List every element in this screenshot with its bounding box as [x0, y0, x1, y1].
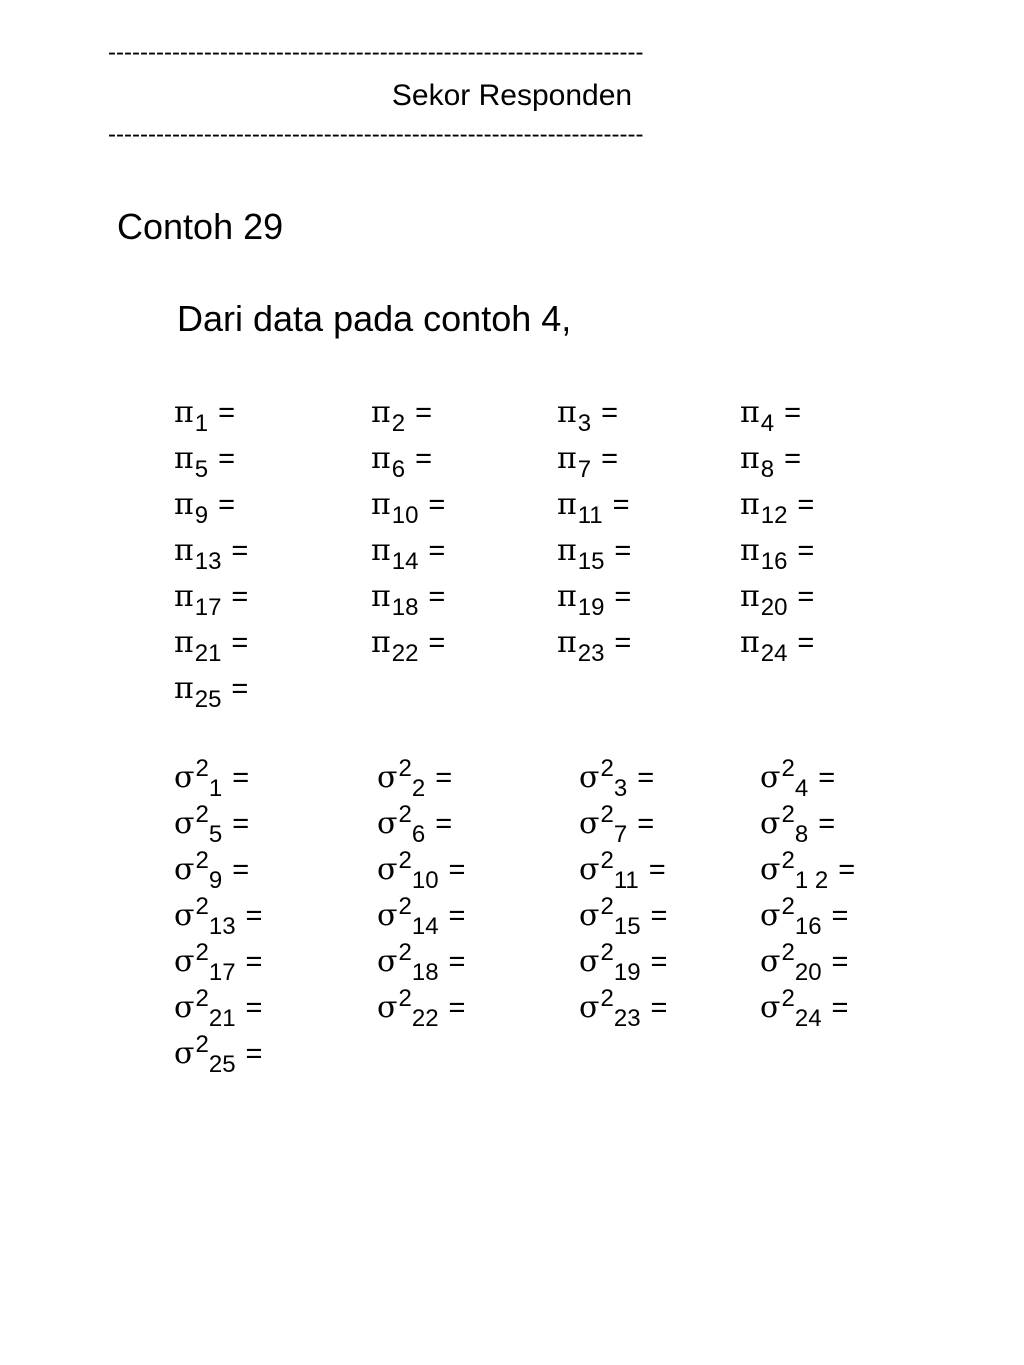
sigma-term	[174, 755, 249, 803]
pi-symbol: π	[557, 625, 577, 660]
sigma-subscript: 5	[208, 821, 223, 848]
equals-sign: =	[435, 808, 453, 840]
pi-subscript: 21	[194, 640, 222, 667]
pi-subscript: 17	[194, 594, 222, 621]
sigma-term	[174, 1031, 262, 1079]
sigma-subscript: 18	[411, 959, 439, 986]
pi-subscript: 9	[194, 502, 209, 529]
sigma-symbol: σ	[174, 944, 195, 979]
sigma-term	[760, 801, 835, 849]
sigma-symbol: σ	[579, 944, 600, 979]
equals-sign: =	[650, 946, 668, 978]
sigma-symbol: σ	[174, 1036, 195, 1071]
sigma-superscript: 2	[600, 801, 614, 828]
equals-sign: =	[231, 535, 249, 567]
pi-subscript: 6	[391, 456, 406, 483]
pi-term	[371, 390, 432, 438]
sigma-symbol: σ	[377, 760, 398, 795]
pi-symbol: π	[740, 533, 760, 568]
equals-sign: =	[428, 489, 446, 521]
equals-sign: =	[797, 627, 815, 659]
pi-symbol: π	[557, 579, 577, 614]
pi-term	[174, 436, 235, 484]
equals-sign: =	[218, 443, 236, 475]
equals-sign: =	[428, 627, 446, 659]
sigma-symbol: σ	[760, 806, 781, 841]
sigma-superscript: 2	[195, 847, 209, 874]
sigma-symbol: σ	[174, 806, 195, 841]
sigma-term	[174, 939, 262, 987]
sigma-superscript: 2	[195, 985, 209, 1012]
sigma-superscript: 2	[195, 939, 209, 966]
sigma-subscript: 4	[794, 775, 809, 802]
equals-sign: =	[614, 627, 632, 659]
sigma-subscript: 7	[613, 821, 628, 848]
equals-sign: =	[650, 900, 668, 932]
pi-subscript: 24	[760, 640, 788, 667]
sigma-superscript: 2	[600, 847, 614, 874]
pi-subscript: 2	[391, 410, 406, 437]
equals-sign: =	[428, 581, 446, 613]
equals-sign: =	[232, 762, 250, 794]
pi-term	[371, 528, 445, 576]
pi-term	[174, 574, 248, 622]
pi-symbol: π	[557, 533, 577, 568]
equals-sign: =	[448, 900, 466, 932]
equals-sign: =	[415, 443, 433, 475]
pi-term	[557, 482, 630, 530]
sigma-superscript: 2	[398, 755, 412, 782]
sigma-superscript: 2	[600, 985, 614, 1012]
equals-sign: =	[245, 900, 263, 932]
pi-subscript: 5	[194, 456, 209, 483]
sigma-symbol: σ	[579, 806, 600, 841]
sigma-term	[579, 847, 666, 895]
pi-term	[740, 574, 814, 622]
pi-subscript: 19	[577, 594, 605, 621]
pi-subscript: 3	[577, 410, 592, 437]
sigma-symbol: σ	[377, 898, 398, 933]
sigma-superscript: 2	[398, 847, 412, 874]
sigma-term	[760, 939, 848, 987]
sigma-term	[377, 755, 452, 803]
sigma-term	[377, 847, 465, 895]
equals-sign: =	[218, 489, 236, 521]
pi-term	[740, 528, 814, 576]
pi-subscript: 13	[194, 548, 222, 575]
sigma-subscript: 8	[794, 821, 809, 848]
pi-subscript: 8	[760, 456, 775, 483]
sigma-superscript: 2	[781, 755, 795, 782]
equals-sign: =	[435, 762, 453, 794]
pi-subscript: 4	[760, 410, 775, 437]
equals-sign: =	[601, 397, 619, 429]
sigma-subscript: 17	[208, 959, 236, 986]
equals-sign: =	[231, 673, 249, 705]
equals-sign: =	[428, 535, 446, 567]
sigma-symbol: σ	[579, 990, 600, 1025]
equals-sign: =	[797, 535, 815, 567]
sigma-superscript: 2	[398, 893, 412, 920]
pi-term	[371, 574, 445, 622]
equals-sign: =	[797, 581, 815, 613]
pi-subscript: 14	[391, 548, 419, 575]
sigma-superscript: 2	[781, 893, 795, 920]
sigma-term	[377, 985, 465, 1033]
equals-sign: =	[650, 992, 668, 1024]
sigma-subscript: 24	[794, 1005, 822, 1032]
equals-sign: =	[784, 443, 802, 475]
sigma-subscript: 21	[208, 1005, 236, 1032]
pi-symbol: π	[371, 533, 391, 568]
equals-sign: =	[831, 946, 849, 978]
sigma-superscript: 2	[195, 801, 209, 828]
sigma-superscript: 2	[398, 939, 412, 966]
equals-sign: =	[831, 992, 849, 1024]
sigma-subscript: 1	[208, 775, 223, 802]
sigma-subscript: 10	[411, 867, 439, 894]
equals-sign: =	[448, 946, 466, 978]
pi-symbol: π	[557, 487, 577, 522]
sigma-term	[174, 985, 262, 1033]
pi-subscript: 16	[760, 548, 788, 575]
sigma-subscript: 1 2	[794, 867, 829, 894]
sigma-term	[174, 893, 262, 941]
sigma-term	[377, 893, 465, 941]
pi-term	[371, 620, 445, 668]
equals-sign: =	[245, 1038, 263, 1070]
pi-term	[371, 482, 445, 530]
pi-symbol: π	[174, 671, 194, 706]
pi-symbol: π	[371, 487, 391, 522]
sigma-symbol: σ	[174, 990, 195, 1025]
sigma-term	[760, 755, 835, 803]
sigma-symbol: σ	[760, 852, 781, 887]
pi-term	[174, 390, 235, 438]
pi-subscript: 23	[577, 640, 605, 667]
equals-sign: =	[448, 854, 466, 886]
pi-subscript: 11	[577, 502, 603, 529]
pi-subscript: 20	[760, 594, 788, 621]
equals-sign: =	[831, 900, 849, 932]
sigma-symbol: σ	[174, 760, 195, 795]
pi-term	[740, 436, 801, 484]
sigma-subscript: 19	[613, 959, 641, 986]
equals-sign: =	[614, 535, 632, 567]
sigma-superscript: 2	[398, 985, 412, 1012]
pi-term	[557, 620, 631, 668]
pi-subscript: 10	[391, 502, 419, 529]
sigma-term	[579, 893, 667, 941]
sigma-subscript: 2	[411, 775, 426, 802]
sigma-subscript: 22	[411, 1005, 439, 1032]
pi-symbol: π	[174, 487, 194, 522]
sigma-term	[377, 801, 452, 849]
sigma-symbol: σ	[377, 806, 398, 841]
equals-sign: =	[245, 992, 263, 1024]
sigma-symbol: σ	[579, 852, 600, 887]
sigma-term	[760, 985, 848, 1033]
sigma-symbol: σ	[377, 990, 398, 1025]
pi-symbol: π	[174, 395, 194, 430]
sigma-term	[579, 939, 667, 987]
sigma-superscript: 2	[781, 801, 795, 828]
equals-sign: =	[612, 489, 630, 521]
header-divider-bottom: -------------------------------------------------------------------	[108, 122, 644, 148]
pi-symbol: π	[174, 579, 194, 614]
equals-sign: =	[231, 627, 249, 659]
equals-sign: =	[818, 762, 836, 794]
equals-sign: =	[415, 397, 433, 429]
sigma-term	[377, 939, 465, 987]
pi-term	[557, 528, 631, 576]
equals-sign: =	[232, 854, 250, 886]
sigma-term	[174, 847, 249, 895]
sigma-symbol: σ	[579, 898, 600, 933]
header-divider-top: -------------------------------------------------------------------	[108, 40, 644, 66]
sigma-symbol: σ	[760, 944, 781, 979]
sigma-term	[174, 801, 249, 849]
pi-subscript: 25	[194, 686, 222, 713]
sigma-subscript: 20	[794, 959, 822, 986]
sigma-symbol: σ	[174, 852, 195, 887]
sigma-term	[579, 985, 667, 1033]
equals-sign: =	[818, 808, 836, 840]
pi-symbol: π	[557, 441, 577, 476]
pi-subscript: 18	[391, 594, 419, 621]
sigma-subscript: 15	[613, 913, 641, 940]
sigma-symbol: σ	[377, 852, 398, 887]
equals-sign: =	[648, 854, 666, 886]
equals-sign: =	[797, 489, 815, 521]
equals-sign: =	[601, 443, 619, 475]
sigma-superscript: 2	[781, 847, 795, 874]
equals-sign: =	[637, 762, 655, 794]
pi-term	[174, 482, 235, 530]
sigma-symbol: σ	[760, 898, 781, 933]
sigma-symbol: σ	[760, 760, 781, 795]
sigma-superscript: 2	[600, 755, 614, 782]
sigma-subscript: 16	[794, 913, 822, 940]
sigma-superscript: 2	[195, 893, 209, 920]
sigma-subscript: 6	[411, 821, 426, 848]
equals-sign: =	[218, 397, 236, 429]
sigma-superscript: 2	[398, 801, 412, 828]
sigma-term	[579, 755, 654, 803]
sigma-superscript: 2	[781, 939, 795, 966]
pi-subscript: 1	[194, 410, 209, 437]
pi-symbol: π	[174, 625, 194, 660]
pi-term	[557, 574, 631, 622]
pi-term	[557, 436, 618, 484]
equals-sign: =	[245, 946, 263, 978]
pi-symbol: π	[740, 625, 760, 660]
pi-term	[174, 620, 248, 668]
pi-subscript: 22	[391, 640, 419, 667]
sigma-subscript: 13	[208, 913, 236, 940]
sigma-symbol: σ	[174, 898, 195, 933]
sigma-subscript: 9	[208, 867, 223, 894]
pi-symbol: π	[740, 441, 760, 476]
pi-term	[174, 528, 248, 576]
pi-term	[740, 390, 801, 438]
pi-symbol: π	[174, 441, 194, 476]
sigma-superscript: 2	[781, 985, 795, 1012]
sigma-subscript: 14	[411, 913, 439, 940]
equals-sign: =	[784, 397, 802, 429]
pi-symbol: π	[371, 441, 391, 476]
equals-sign: =	[614, 581, 632, 613]
pi-symbol: π	[371, 625, 391, 660]
sigma-superscript: 2	[600, 939, 614, 966]
sigma-symbol: σ	[579, 760, 600, 795]
pi-term	[740, 482, 814, 530]
pi-symbol: π	[557, 395, 577, 430]
sigma-subscript: 25	[208, 1051, 236, 1078]
equals-sign: =	[838, 854, 856, 886]
pi-subscript: 15	[577, 548, 605, 575]
equals-sign: =	[232, 808, 250, 840]
pi-term	[174, 666, 248, 714]
pi-subscript: 7	[577, 456, 592, 483]
equals-sign: =	[448, 992, 466, 1024]
sigma-subscript: 11	[613, 867, 639, 894]
pi-subscript: 12	[760, 502, 788, 529]
sigma-subscript: 23	[613, 1005, 641, 1032]
pi-symbol: π	[740, 579, 760, 614]
sigma-term	[760, 847, 855, 895]
sigma-symbol: σ	[377, 944, 398, 979]
pi-term	[740, 620, 814, 668]
sigma-term	[760, 893, 848, 941]
pi-symbol: π	[371, 395, 391, 430]
sigma-symbol: σ	[760, 990, 781, 1025]
pi-symbol: π	[740, 395, 760, 430]
intro-text: Dari data pada contoh 4,	[177, 298, 572, 339]
page-header-title: Sekor Responden	[391, 79, 633, 112]
sigma-superscript: 2	[195, 755, 209, 782]
equals-sign: =	[637, 808, 655, 840]
pi-symbol: π	[740, 487, 760, 522]
sigma-superscript: 2	[600, 893, 614, 920]
sigma-term	[579, 801, 654, 849]
sigma-superscript: 2	[195, 1031, 209, 1058]
pi-symbol: π	[174, 533, 194, 568]
pi-term	[557, 390, 618, 438]
sigma-subscript: 3	[613, 775, 628, 802]
example-title: Contoh 29	[117, 206, 284, 247]
equals-sign: =	[231, 581, 249, 613]
pi-symbol: π	[371, 579, 391, 614]
pi-term	[371, 436, 432, 484]
